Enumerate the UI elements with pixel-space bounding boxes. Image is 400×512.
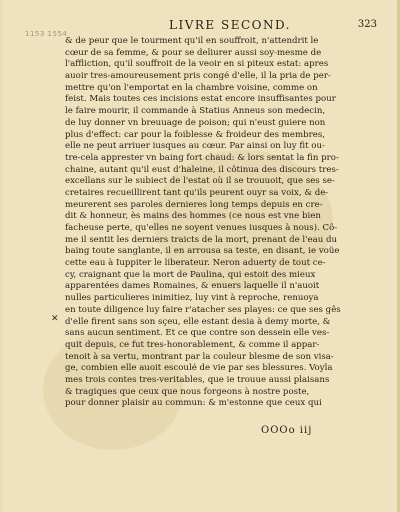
text-line: quit depuis, ce fut tres-honorablement, & comme il appar- [65,339,320,350]
text-line: tre-cela apprester vn baing fort chaud: & lors sentat la fin pro- [65,152,339,163]
text-line: & de peur que le tourment qu'il en souffroit, n'attendrit le [65,36,319,46]
text-line: mes trois contes tres-veritables, que ie trouue aussi plaisans [65,374,330,385]
text-line: excellans sur le subiect de l'estat où il se trouuoit, que ses se- [65,176,335,187]
running-head [67,18,377,32]
text-line: facheuse perte, qu'elles ne soyent venues iusques à nous). Cô- [65,223,338,233]
text-line: d'elle firent sans son sçeu, elle estant desia à demy morte, & [65,316,331,327]
text-line: cœur de sa femme, & pour se deliurer aussi soy-mesme de [65,47,322,58]
text-line: tenoit à sa vertu, montrant par la couleur blesme de son visa- [65,351,334,362]
text-line: pour donner plaisir au commun: & m'estonne que ceux qui [65,398,322,409]
text-line: cette eau à Iuppiter le liberateur. Neron aduerty de tout ce- [65,258,326,269]
text-line: chaine, autant qu'il eust d'haleine, il côtinua des discours tres- [65,164,339,175]
pencil-annotation: 1153 1554 [25,30,68,38]
running-title: LIVRE SECOND. [169,18,291,32]
text-line: meurerent ses paroles dernieres long temps depuis en cre- [65,199,323,210]
signature-mark: OOOo iij [261,425,313,436]
page-number: 323 [357,19,377,30]
text-line: dit & honneur, ès mains des hommes (ce nous est vne bien [65,211,321,222]
text-line: en toute diligence luy faire r'atacher ses playes: ce que ses gês [65,304,341,315]
text-line: cretaires recueillirent tant qu'ils peurent ouyr sa voix, & de- [65,187,329,198]
text-body [65,36,381,410]
text-line: mettre qu'on l'emportat en la chambre voisine, comme on [65,82,318,93]
text-line: ge, combien elle auoit escoulé de vie par ses blessures. Voyla [65,363,333,374]
text-line: cy, craignant que la mort de Paulina, qui estoit des mieux [65,269,316,280]
text-line: baing toute sanglante, il en arrousa sa teste, en disant, ie voüe [65,246,340,257]
text-line: & tragiques que ceux que nous forgeons à nostre poste, [65,386,310,397]
text-line: me il sentit les derniers traicts de la mort, prenant de l'eau du [65,234,338,245]
text-line: feist. Mais toutes ces incisions estat encore insuffisantes pour [65,94,336,105]
text-line: elle ne peut arriuer iusques au cœur. Par ainsi on luy fit ou- [65,141,325,152]
margin-mark: ✕ [51,314,59,324]
text-line: l'affliction, qu'il souffroit de la veoir en si piteux estat: apres [65,59,329,70]
text-line: auoir tres-amoureusement pris congé d'elle, il la pria de per- [65,71,331,82]
text-line: le faire mourir, il commande à Statius Anneus son medecin, [65,106,326,117]
text-line: sans aucun sentiment. Et ce que contre son dessein elle ves- [65,328,330,339]
text-line: plus d'effect: car pour la foiblesse & froideur des membres, [65,129,325,140]
text-line: apparentées dames Romaines, & enuers laquelle il n'auoit [65,281,320,292]
text-line: nulles particulieres inimitiez, luy vint à reproche, renuoya [65,293,319,304]
text-line: de luy donner vn breuuage de poison; qui n'eust guiere non [65,117,326,128]
